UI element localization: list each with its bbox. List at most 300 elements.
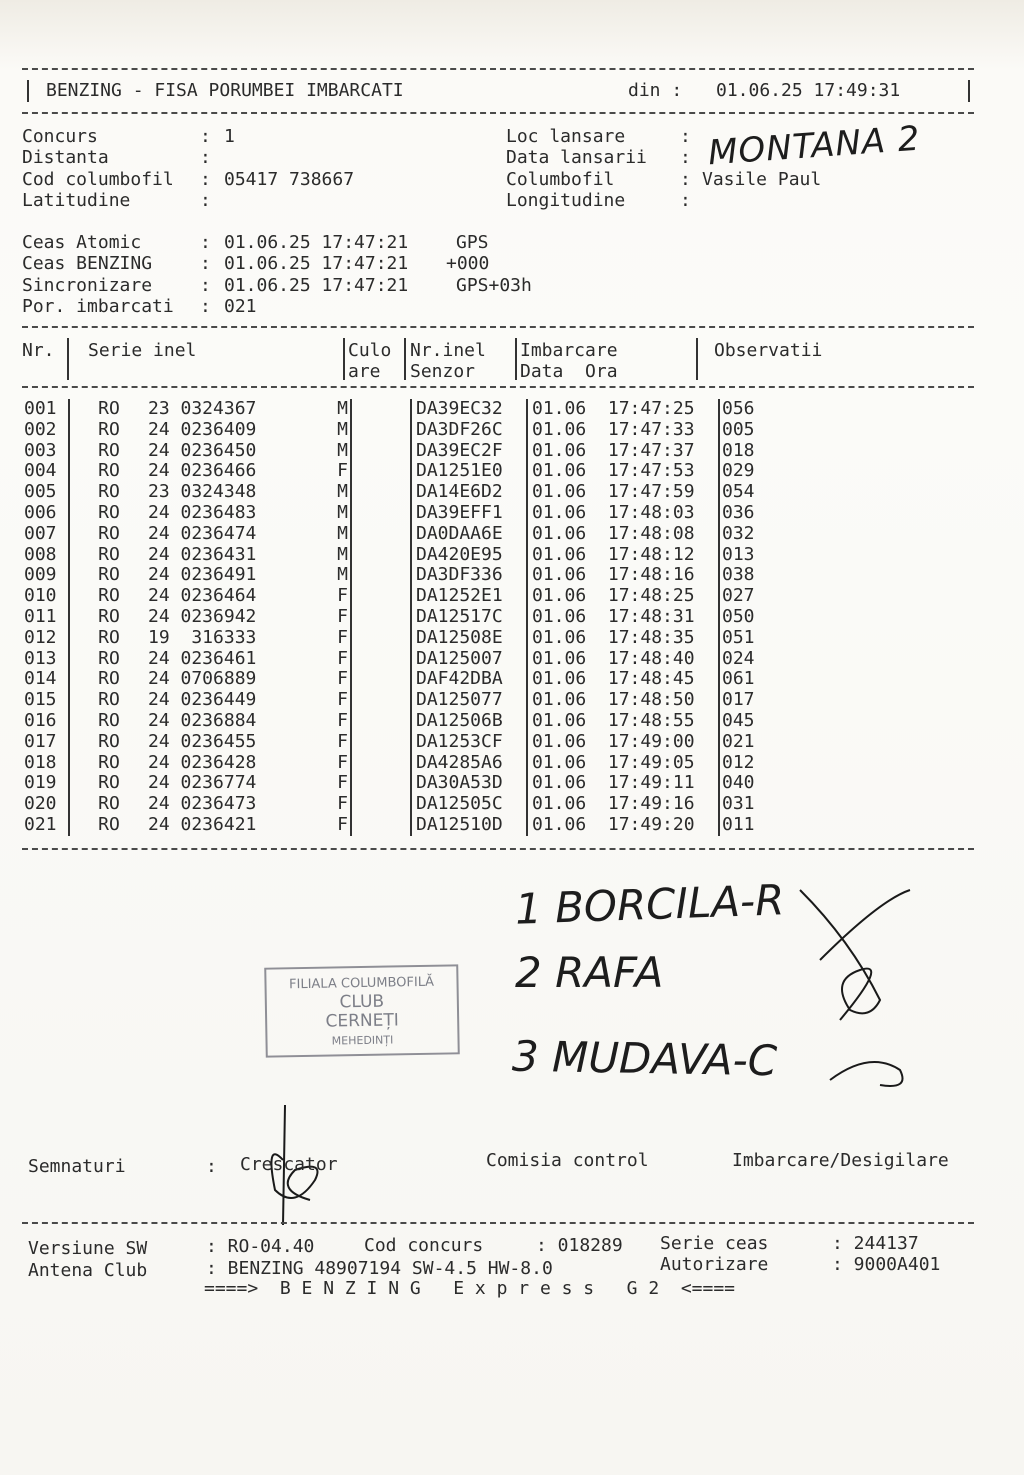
page-title: BENZING - FISA PORUMBEI IMBARCATI (46, 80, 404, 101)
row-observatii: 038 (722, 564, 755, 586)
row-date: 01.06 (532, 730, 587, 752)
row-color (351, 732, 411, 753)
row-sensor: DA12508E (411, 628, 527, 649)
info-label-columbofil: Columbofil (506, 169, 615, 190)
row-sex: F (306, 461, 351, 482)
row-datetime (527, 565, 719, 586)
row-nr: 014 (22, 669, 69, 690)
row-date: 01.06 (532, 751, 587, 773)
row-datetime (527, 482, 719, 503)
row-color (351, 545, 411, 566)
row-observatii: 050 (722, 605, 755, 627)
header-left-bar (27, 80, 29, 102)
info-label-cod: Cod columbofil (22, 169, 174, 190)
row-sensor: DA125007 (411, 649, 527, 670)
info-colon: : (200, 147, 211, 168)
row-time: 17:49:16 (607, 793, 695, 815)
info-label-latitudine: Latitudine (22, 190, 131, 211)
row-sensor: DA12517C (411, 607, 527, 628)
row-country: RO (98, 585, 120, 607)
row-color (351, 565, 411, 586)
row-country: RO (98, 543, 120, 565)
row-country: RO (98, 564, 120, 586)
row-nr: 008 (22, 545, 69, 566)
row-color (351, 794, 411, 815)
info-value-concurs: 1 (224, 126, 235, 147)
handwritten-name-2: 2 RAFA (515, 948, 664, 997)
row-nr: 020 (22, 794, 69, 815)
row-observatii: 012 (722, 751, 755, 773)
row-time: 17:49:00 (607, 730, 695, 752)
row-sensor: DA30A53D (411, 773, 527, 794)
row-ring: 23 0324348 (148, 481, 257, 503)
row-time: 17:47:25 (607, 398, 695, 419)
row-datetime (527, 649, 719, 670)
row-sensor: DA12510D (411, 815, 527, 836)
row-observatii: 013 (722, 543, 755, 565)
row-ring: 24 0236449 (148, 689, 257, 711)
table-row (22, 545, 782, 566)
signature-crescator-label: Crescator (240, 1154, 338, 1175)
table-row (22, 586, 782, 607)
row-observatii: 005 (722, 418, 755, 440)
table-row (22, 420, 782, 441)
clock-value-imbarcati: 021 (224, 296, 257, 317)
signatures-label: Semnaturi (28, 1156, 126, 1177)
row-nr: 001 (22, 399, 69, 420)
row-datetime (527, 545, 719, 566)
row-color (351, 628, 411, 649)
row-color (351, 586, 411, 607)
pigeon-table (22, 399, 782, 836)
divider (22, 112, 974, 114)
handwritten-name-3: 3 MUDAVA-C (511, 1031, 778, 1086)
row-nr: 018 (22, 753, 69, 774)
row-datetime (527, 669, 719, 690)
row-country: RO (98, 730, 120, 752)
row-observatii: 061 (722, 668, 755, 690)
info-label-concurs: Concurs (22, 126, 98, 147)
table-row (22, 607, 782, 628)
row-sensor: DA39EFF1 (411, 503, 527, 524)
row-color (351, 399, 411, 420)
row-country: RO (98, 751, 120, 773)
row-date: 01.06 (532, 543, 587, 565)
table-row (22, 815, 782, 836)
row-sensor: DA1253CF (411, 732, 527, 753)
row-observatii: 036 (722, 501, 755, 523)
row-nr: 019 (22, 773, 69, 794)
row-color (351, 753, 411, 774)
footer-versiune-label: Versiune SW (28, 1238, 148, 1259)
row-ring: 24 0236455 (148, 730, 257, 752)
info-colon: : (200, 275, 211, 296)
row-country: RO (98, 793, 120, 815)
row-country: RO (98, 398, 120, 419)
row-observatii: 031 (722, 793, 755, 815)
row-time: 17:47:33 (607, 418, 695, 440)
divider (22, 1222, 974, 1224)
info-value-cod: 05417 738667 (224, 169, 355, 190)
row-ring: 24 0706889 (148, 668, 257, 690)
row-datetime (527, 753, 719, 774)
col-separator (343, 338, 345, 380)
footer-cod-value: : 018289 (536, 1235, 623, 1256)
row-datetime (527, 441, 719, 462)
stamp-line-1: FILIALA COLUMBOFILĂ (288, 974, 435, 993)
row-datetime (527, 732, 719, 753)
row-ring: 24 0236884 (148, 709, 257, 731)
clock-label-benzing: Ceas BENZING (22, 253, 153, 274)
table-row (22, 524, 782, 545)
row-datetime (527, 711, 719, 732)
row-time: 17:48:50 (607, 689, 695, 711)
row-nr: 009 (22, 565, 69, 586)
row-observatii: 011 (722, 813, 755, 835)
row-observatii: 024 (722, 647, 755, 669)
row-observatii: 018 (722, 439, 755, 461)
row-sensor: DA3DF26C (411, 420, 527, 441)
row-ring: 24 0236409 (148, 418, 257, 440)
col-separator (515, 338, 517, 380)
clock-extra-benzing: +000 (446, 253, 490, 274)
row-color (351, 441, 411, 462)
row-time: 17:48:31 (607, 605, 695, 627)
stamp-line-4: MEHEDINȚI (331, 1033, 394, 1048)
handwritten-location: MONTANA 2 (706, 118, 922, 174)
clock-value-benzing: 01.06.25 17:47:21 (224, 253, 409, 274)
row-observatii: 040 (722, 772, 755, 794)
row-time: 17:47:53 (607, 460, 695, 482)
clock-label-atomic: Ceas Atomic (22, 232, 142, 253)
club-stamp (264, 964, 460, 1057)
row-datetime (527, 503, 719, 524)
row-date: 01.06 (532, 605, 587, 627)
row-sensor: DA1251E0 (411, 461, 527, 482)
table-row (22, 482, 782, 503)
col-separator (696, 338, 698, 380)
signature-imbarcare-label: Imbarcare/Desigilare (732, 1150, 949, 1171)
table-row (22, 399, 782, 420)
row-observatii: 054 (722, 481, 755, 503)
stamp-line-3: CERNEȚI (325, 1010, 399, 1032)
row-nr: 012 (22, 628, 69, 649)
divider (22, 68, 974, 70)
row-date: 01.06 (532, 439, 587, 461)
row-date: 01.06 (532, 564, 587, 586)
row-sex: M (306, 482, 351, 503)
info-label-loc: Loc lansare (506, 126, 626, 147)
row-color (351, 773, 411, 794)
row-sensor: DA1252E1 (411, 586, 527, 607)
row-country: RO (98, 439, 120, 461)
row-color (351, 482, 411, 503)
row-sex: M (306, 420, 351, 441)
row-country: RO (98, 522, 120, 544)
row-date: 01.06 (532, 460, 587, 482)
row-sex: F (306, 773, 351, 794)
row-ring: 24 0236428 (148, 751, 257, 773)
row-observatii: 017 (722, 689, 755, 711)
footer-banner: ====> B E N Z I N G E x p r e s s G 2 <==== (204, 1278, 736, 1299)
row-color (351, 607, 411, 628)
info-colon: : (200, 169, 211, 190)
table-row (22, 732, 782, 753)
divider (22, 386, 974, 388)
row-date: 01.06 (532, 585, 587, 607)
footer-serie-value: : 244137 (832, 1233, 919, 1254)
row-ring: 24 0236774 (148, 772, 257, 794)
row-datetime (527, 586, 719, 607)
col-header-nr: Nr. (22, 340, 55, 361)
col-header-imbarcare-2: Data Ora (520, 361, 618, 382)
handwritten-name-1: 1 BORCILA-R (514, 875, 786, 934)
row-nr: 011 (22, 607, 69, 628)
row-sensor: DA125077 (411, 690, 527, 711)
clock-label-sincronizare: Sincronizare (22, 275, 153, 296)
row-date: 01.06 (532, 772, 587, 794)
info-colon: : (680, 190, 691, 211)
row-ring: 24 0236431 (148, 543, 257, 565)
row-date: 01.06 (532, 481, 587, 503)
row-observatii: 056 (722, 398, 755, 419)
row-datetime (527, 461, 719, 482)
row-ring: 24 0236942 (148, 605, 257, 627)
row-sex: F (306, 669, 351, 690)
row-country: RO (98, 813, 120, 835)
row-date: 01.06 (532, 668, 587, 690)
table-row (22, 711, 782, 732)
row-ring: 24 0236473 (148, 793, 257, 815)
row-observatii: 032 (722, 522, 755, 544)
footer-serie-label: Serie ceas (660, 1233, 769, 1254)
signature-scribbles (790, 880, 930, 1100)
row-sensor: DA4285A6 (411, 753, 527, 774)
row-country: RO (98, 647, 120, 669)
row-ring: 24 0236474 (148, 522, 257, 544)
row-ring: 24 0236466 (148, 460, 257, 482)
info-colon: : (200, 232, 211, 253)
info-colon: : (200, 253, 211, 274)
row-datetime (527, 773, 719, 794)
row-sex: F (306, 753, 351, 774)
footer-antena-label: Antena Club (28, 1260, 148, 1281)
table-row (22, 441, 782, 462)
row-date: 01.06 (532, 689, 587, 711)
row-ring: 24 0236461 (148, 647, 257, 669)
row-color (351, 503, 411, 524)
row-ring: 19 316333 (148, 626, 257, 648)
row-date: 01.06 (532, 813, 587, 835)
row-country: RO (98, 668, 120, 690)
info-colon: : (680, 169, 691, 190)
row-nr: 016 (22, 711, 69, 732)
row-observatii: 021 (722, 730, 755, 752)
divider (22, 848, 974, 850)
clock-value-atomic: 01.06.25 17:47:21 (224, 232, 409, 253)
row-sex: M (306, 524, 351, 545)
date-label: din : (628, 80, 683, 101)
col-header-culoare-2: are (348, 361, 381, 382)
row-time: 17:47:37 (607, 439, 695, 461)
row-nr: 004 (22, 461, 69, 482)
row-sex: F (306, 815, 351, 836)
row-nr: 021 (22, 815, 69, 836)
row-sensor: DA3DF336 (411, 565, 527, 586)
row-sensor: DA39EC2F (411, 441, 527, 462)
info-label-data: Data lansarii (506, 147, 647, 168)
info-colon: : (200, 190, 211, 211)
row-color (351, 669, 411, 690)
table-row (22, 690, 782, 711)
row-nr: 007 (22, 524, 69, 545)
stamp-line-2: CLUB (339, 991, 385, 1013)
table-row (22, 461, 782, 482)
row-sex: M (306, 399, 351, 420)
row-datetime (527, 524, 719, 545)
row-sex: F (306, 732, 351, 753)
clock-extra-sincronizare: GPS+03h (456, 275, 532, 296)
table-row (22, 649, 782, 670)
col-header-serie: Serie inel (88, 340, 197, 361)
row-nr: 013 (22, 649, 69, 670)
table-row (22, 565, 782, 586)
row-ring: 24 0236464 (148, 585, 257, 607)
row-date: 01.06 (532, 793, 587, 815)
row-sensor: DA420E95 (411, 545, 527, 566)
col-header-imbarcare-1: Imbarcare (520, 340, 618, 361)
row-sensor: DA0DAA6E (411, 524, 527, 545)
row-country: RO (98, 605, 120, 627)
row-color (351, 815, 411, 836)
table-row (22, 503, 782, 524)
row-country: RO (98, 460, 120, 482)
info-colon: : (680, 126, 691, 147)
row-sex: M (306, 545, 351, 566)
clock-label-imbarcati: Por. imbarcati (22, 296, 174, 317)
info-colon: : (200, 126, 211, 147)
row-observatii: 029 (722, 460, 755, 482)
row-time: 17:48:25 (607, 585, 695, 607)
row-datetime (527, 628, 719, 649)
row-date: 01.06 (532, 626, 587, 648)
row-date: 01.06 (532, 418, 587, 440)
row-sex: F (306, 690, 351, 711)
footer-versiune-value: : RO-04.40 (206, 1236, 315, 1257)
row-ring: 24 0236483 (148, 501, 257, 523)
row-time: 17:47:59 (607, 481, 695, 503)
row-sex: F (306, 794, 351, 815)
row-country: RO (98, 626, 120, 648)
row-time: 17:48:16 (607, 564, 695, 586)
row-sex: F (306, 628, 351, 649)
row-time: 17:48:55 (607, 709, 695, 731)
row-color (351, 690, 411, 711)
col-header-observatii: Observatii (714, 340, 823, 361)
row-country: RO (98, 709, 120, 731)
col-header-nrinel-2: Senzor (410, 361, 476, 382)
row-datetime (527, 794, 719, 815)
table-row (22, 628, 782, 649)
row-color (351, 420, 411, 441)
row-country: RO (98, 481, 120, 503)
header-right-bar (968, 80, 970, 102)
row-country: RO (98, 689, 120, 711)
signatures-colon: : (206, 1156, 217, 1177)
row-ring: 23 0324367 (148, 398, 257, 419)
row-country: RO (98, 501, 120, 523)
row-nr: 010 (22, 586, 69, 607)
row-nr: 015 (22, 690, 69, 711)
col-separator (404, 338, 406, 380)
footer-cod-label: Cod concurs (364, 1235, 484, 1256)
row-ring: 24 0236491 (148, 564, 257, 586)
row-sex: M (306, 441, 351, 462)
info-colon: : (680, 147, 691, 168)
row-color (351, 524, 411, 545)
row-nr: 017 (22, 732, 69, 753)
info-colon: : (200, 296, 211, 317)
row-sensor: DA12505C (411, 794, 527, 815)
col-header-culoare-1: Culo (348, 340, 392, 361)
row-time: 17:48:45 (607, 668, 695, 690)
row-date: 01.06 (532, 647, 587, 669)
table-row (22, 753, 782, 774)
row-time: 17:48:40 (607, 647, 695, 669)
row-ring: 24 0236421 (148, 813, 257, 835)
divider (22, 326, 974, 328)
clock-value-sincronizare: 01.06.25 17:47:21 (224, 275, 409, 296)
row-date: 01.06 (532, 522, 587, 544)
info-value-columbofil: Vasile Paul (702, 169, 822, 190)
clock-extra-atomic: GPS (456, 232, 489, 253)
row-sex: F (306, 586, 351, 607)
row-date: 01.06 (532, 501, 587, 523)
row-datetime (527, 690, 719, 711)
row-color (351, 711, 411, 732)
row-nr: 002 (22, 420, 69, 441)
col-header-nrinel-1: Nr.inel (410, 340, 486, 361)
row-time: 17:49:20 (607, 813, 695, 835)
row-ring: 24 0236450 (148, 439, 257, 461)
table-row (22, 669, 782, 690)
row-nr: 005 (22, 482, 69, 503)
row-observatii: 045 (722, 709, 755, 731)
row-time: 17:48:12 (607, 543, 695, 565)
info-label-longitudine: Longitudine (506, 190, 626, 211)
date-value: 01.06.25 17:49:31 (716, 80, 901, 101)
row-datetime (527, 607, 719, 628)
footer-autorizare-value: : 9000A401 (832, 1254, 941, 1275)
signature-comisia-label: Comisia control (486, 1150, 649, 1171)
row-sensor: DA12506B (411, 711, 527, 732)
row-datetime (527, 399, 719, 420)
col-separator (67, 338, 69, 380)
info-label-distanta: Distanta (22, 147, 109, 168)
row-time: 17:49:05 (607, 751, 695, 773)
row-time: 17:48:35 (607, 626, 695, 648)
row-country: RO (98, 418, 120, 440)
footer-autorizare-label: Autorizare (660, 1254, 769, 1275)
row-sex: F (306, 711, 351, 732)
row-sex: F (306, 607, 351, 628)
row-datetime (527, 420, 719, 441)
row-time: 17:49:11 (607, 772, 695, 794)
row-sensor: DAF42DBA (411, 669, 527, 690)
row-date: 01.06 (532, 709, 587, 731)
row-sex: M (306, 565, 351, 586)
row-color (351, 461, 411, 482)
